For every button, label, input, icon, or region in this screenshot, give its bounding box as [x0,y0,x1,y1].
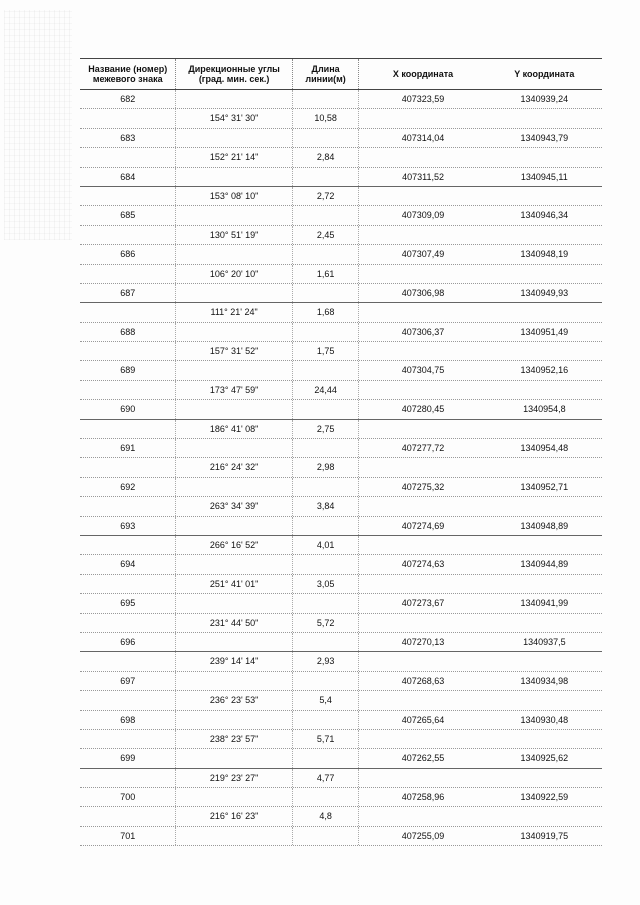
point-name: 694 [80,555,176,573]
empty-cell [80,807,176,825]
table-row [80,788,602,807]
point-name: 684 [80,168,176,186]
segment-angle: 173° 47' 59" [176,381,292,399]
empty-cell [359,381,486,399]
segment-angle: 239° 14' 14" [176,652,292,670]
empty-cell [487,303,602,321]
segment-length: 24,44 [293,381,360,399]
table-row [80,769,602,788]
point-name: 687 [80,284,176,302]
segment-angle: 186° 41' 08" [176,420,292,438]
empty-cell [293,517,360,535]
empty-cell [359,458,486,476]
point-y: 1340949,93 [520,287,569,298]
segment-length: 10,58 [293,109,360,127]
empty-cell [359,769,486,787]
table-row [80,400,602,419]
empty-cell [293,633,360,651]
empty-cell [176,749,292,767]
empty-cell [80,187,176,205]
table-row [80,594,602,613]
table-row [80,109,602,128]
empty-cell [293,129,360,147]
point-y: 1340954,48 [520,443,569,454]
empty-cell [359,187,486,205]
segment-length: 4,01 [293,536,360,554]
segment-angle: 106° 20' 10" [176,265,292,283]
table-row [80,749,602,768]
table-row [80,323,602,342]
empty-cell [487,691,602,709]
empty-cell [176,284,292,302]
empty-cell [176,245,292,263]
segment-length: 1,75 [293,342,360,360]
point-y: 1340951,49 [520,326,569,337]
table-row [80,691,602,710]
point-name: 686 [80,245,176,263]
empty-cell [293,168,360,186]
empty-cell [359,109,486,127]
point-x: 407307,49 [401,249,445,260]
point-x: 407274,63 [401,559,445,570]
table-row [80,168,602,187]
point-x: 407275,32 [401,481,445,492]
segment-angle: 216° 16' 23" [176,807,292,825]
segment-angle: 154° 31' 30" [176,109,292,127]
table-row [80,517,602,536]
point-name: 688 [80,323,176,341]
empty-cell [359,303,486,321]
segment-length: 5,71 [293,730,360,748]
point-name: 700 [80,788,176,806]
empty-cell [359,614,486,632]
point-name: 695 [80,594,176,612]
table-row [80,90,602,109]
table-row [80,672,602,691]
segment-angle: 219° 23' 27" [176,769,292,787]
segment-angle: 231° 44' 50" [176,614,292,632]
empty-cell [80,614,176,632]
point-x: 407304,75 [401,365,445,376]
empty-cell [176,129,292,147]
empty-cell [80,265,176,283]
empty-cell [487,342,602,360]
segment-angle: 216° 24' 32" [176,458,292,476]
empty-cell [359,342,486,360]
empty-cell [293,711,360,729]
empty-cell [80,226,176,244]
empty-cell [359,807,486,825]
table-body [80,90,602,846]
empty-cell [80,342,176,360]
empty-cell [80,652,176,670]
empty-cell [293,323,360,341]
table-row [80,827,602,846]
table-row [80,226,602,245]
point-x: 407258,96 [401,792,445,803]
point-x: 407255,09 [401,830,445,841]
header-length: Длина линии(м) [293,59,360,89]
table-row [80,633,602,652]
empty-cell [359,226,486,244]
point-name: 698 [80,711,176,729]
empty-cell [176,323,292,341]
segment-length: 4,8 [293,807,360,825]
table-row [80,245,602,264]
empty-cell [487,652,602,670]
point-x: 407265,64 [401,714,445,725]
empty-cell [293,672,360,690]
point-x: 407270,13 [401,636,445,647]
table-row [80,381,602,400]
empty-cell [80,420,176,438]
empty-cell [487,109,602,127]
point-y: 1340925,62 [520,753,569,764]
empty-cell [293,439,360,457]
point-y: 1340939,24 [520,94,569,104]
point-x: 407314,04 [401,132,445,143]
point-name: 693 [80,517,176,535]
table-row [80,536,602,555]
segment-length: 2,75 [293,420,360,438]
table-row [80,478,602,497]
coordinates-table [80,58,602,846]
segment-length: 2,72 [293,187,360,205]
empty-cell [80,458,176,476]
segment-angle: 152° 21' 14" [176,148,292,166]
empty-cell [176,361,292,379]
header-y: Y координата [514,69,575,79]
point-name: 697 [80,672,176,690]
empty-cell [176,633,292,651]
table-row [80,439,602,458]
empty-cell [176,206,292,224]
table-row [80,148,602,167]
empty-cell [293,555,360,573]
empty-cell [176,672,292,690]
empty-cell [487,807,602,825]
empty-cell [80,303,176,321]
table-row [80,458,602,477]
empty-cell [487,381,602,399]
point-y: 1340934,98 [520,675,569,686]
segment-length: 2,98 [293,458,360,476]
table-header [80,59,602,90]
empty-cell [176,827,292,845]
segment-angle: 130° 51' 19" [176,226,292,244]
table-row [80,575,602,594]
empty-cell [359,652,486,670]
point-y: 1340945,11 [520,171,568,182]
empty-cell [487,226,602,244]
point-y: 1340946,34 [520,210,569,221]
empty-cell [359,148,486,166]
point-y: 1340937,5 [523,636,566,647]
empty-cell [293,400,360,418]
empty-cell [293,206,360,224]
empty-cell [293,284,360,302]
table-row [80,652,602,671]
table-row [80,206,602,225]
empty-cell [293,478,360,496]
empty-cell [487,187,602,205]
empty-cell [293,749,360,767]
empty-cell [80,691,176,709]
table-row [80,420,602,439]
point-x: 407306,37 [401,326,445,337]
empty-cell [176,400,292,418]
segment-length: 2,45 [293,226,360,244]
empty-cell [80,381,176,399]
empty-cell [293,788,360,806]
empty-cell [487,614,602,632]
empty-cell [487,265,602,283]
table-row [80,265,602,284]
header-x: X координата [392,69,454,79]
empty-cell [293,245,360,263]
empty-cell [487,730,602,748]
header-angles: Дирекционные углы (град. мин. сек.) [176,59,292,89]
table-row [80,187,602,206]
empty-cell [359,536,486,554]
empty-cell [359,691,486,709]
point-y: 1340944,89 [520,559,569,570]
point-y: 1340952,71 [520,481,569,492]
table-row [80,129,602,148]
point-y: 1340943,79 [520,132,569,143]
empty-cell [487,420,602,438]
empty-cell [176,555,292,573]
point-name: 685 [80,206,176,224]
point-x: 407306,98 [401,287,445,298]
empty-cell [80,769,176,787]
point-name: 689 [80,361,176,379]
point-name: 682 [80,90,176,108]
point-x: 407262,55 [401,753,445,764]
empty-cell [176,594,292,612]
point-name: 691 [80,439,176,457]
point-x: 407311,52 [402,171,444,182]
point-name: 701 [80,827,176,845]
header-name: Название (номер) межевого знака [80,59,176,89]
segment-angle: 157° 31' 52" [176,342,292,360]
empty-cell [293,827,360,845]
scan-noise [4,10,72,240]
table-row [80,614,602,633]
segment-length: 5,72 [293,614,360,632]
segment-angle: 111° 21' 24" [176,303,292,321]
point-name: 690 [80,400,176,418]
segment-angle: 263° 34' 39" [176,497,292,515]
point-y: 1340930,48 [520,714,569,725]
empty-cell [176,90,292,108]
point-y: 1340952,16 [520,365,569,376]
empty-cell [176,788,292,806]
empty-cell [359,265,486,283]
segment-length: 3,84 [293,497,360,515]
empty-cell [487,769,602,787]
empty-cell [80,497,176,515]
empty-cell [487,536,602,554]
segment-length: 2,93 [293,652,360,670]
empty-cell [487,458,602,476]
empty-cell [487,148,602,166]
empty-cell [80,148,176,166]
empty-cell [80,730,176,748]
table-row [80,361,602,380]
empty-cell [359,730,486,748]
empty-cell [80,536,176,554]
empty-cell [293,361,360,379]
point-y: 1340954,8 [523,404,566,415]
segment-length: 4,77 [293,769,360,787]
empty-cell [80,109,176,127]
empty-cell [176,168,292,186]
table-row [80,303,602,322]
empty-cell [176,439,292,457]
empty-cell [487,575,602,593]
point-x: 407268,63 [401,675,445,686]
table-row [80,555,602,574]
table-row [80,807,602,826]
point-name: 699 [80,749,176,767]
empty-cell [80,575,176,593]
empty-cell [359,497,486,515]
segment-length: 5,4 [293,691,360,709]
empty-cell [176,478,292,496]
point-x: 407277,72 [401,443,445,454]
table-row [80,497,602,516]
point-name: 692 [80,478,176,496]
segment-length: 1,61 [293,265,360,283]
point-y: 1340948,89 [520,520,569,531]
segment-angle: 153° 08' 10" [176,187,292,205]
point-name: 696 [80,633,176,651]
table-row [80,284,602,303]
point-y: 1340948,19 [520,249,569,260]
segment-angle: 238° 23' 57" [176,730,292,748]
point-x: 407273,67 [401,598,445,609]
empty-cell [176,517,292,535]
empty-cell [359,575,486,593]
point-x: 407309,09 [401,210,445,221]
point-y: 1340941,99 [520,598,569,609]
point-x: 407323,59 [401,94,445,104]
empty-cell [487,497,602,515]
empty-cell [359,420,486,438]
segment-length: 2,84 [293,148,360,166]
segment-angle: 266° 16' 52" [176,536,292,554]
table-row [80,711,602,730]
table-row [80,730,602,749]
table-row [80,342,602,361]
segment-length: 1,68 [293,303,360,321]
point-x: 407274,69 [401,520,445,531]
point-y: 1340919,75 [520,830,569,841]
segment-angle: 236° 23' 53" [176,691,292,709]
empty-cell [176,711,292,729]
segment-angle: 251° 41' 01" [176,575,292,593]
point-name: 683 [80,129,176,147]
empty-cell [293,90,360,108]
point-y: 1340922,59 [520,792,569,803]
point-x: 407280,45 [401,404,445,415]
segment-length: 3,05 [293,575,360,593]
empty-cell [293,594,360,612]
